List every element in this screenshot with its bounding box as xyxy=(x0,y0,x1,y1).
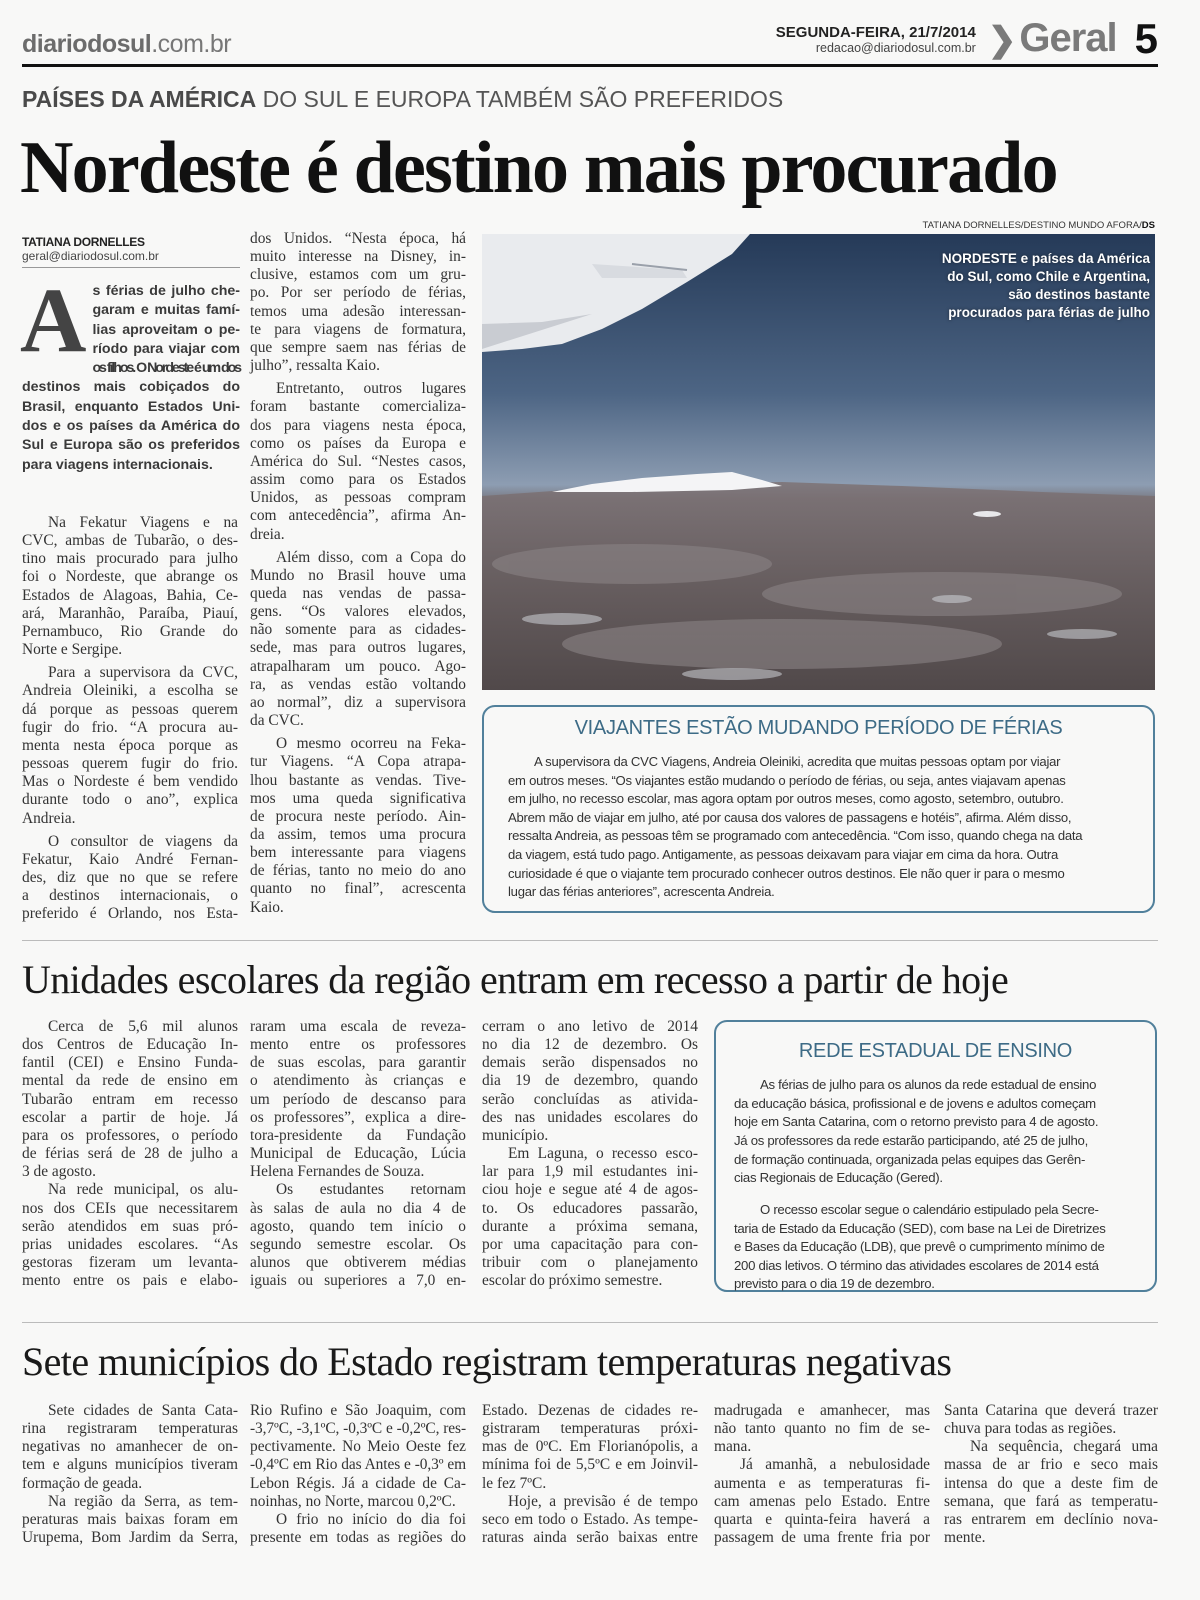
text-line: a destinos internacionais, o xyxy=(22,887,238,905)
text-line: 200 dias letivos. O término das atividades escolares de 2014 está xyxy=(734,1257,1099,1273)
paragraph xyxy=(944,1402,1158,1438)
text-line: Cerca de 5,6 mil alunos xyxy=(48,1018,238,1035)
text-line: Abrem mão de viajar em julho, até por causa dos valores de passagens e hotéis”, afirma. Além disso, xyxy=(508,809,1072,825)
text-line: demais serão dispensados no xyxy=(482,1054,698,1072)
text-line: iguais ou superiores a 7,0 en- xyxy=(250,1272,466,1290)
paragraph xyxy=(250,735,466,917)
text-line: massa de ar frio e seco mais xyxy=(944,1456,1158,1474)
text-line: tribuir com o planejamento xyxy=(482,1254,698,1272)
kicker-rest: DO SUL E EUROPA TAMBÉM SÃO PREFERIDOS xyxy=(256,86,784,112)
text-line: ras entrarem em declínio nova- xyxy=(944,1510,1158,1528)
paragraph xyxy=(22,1181,238,1290)
text-line: rina registraram temperaturas xyxy=(22,1420,238,1438)
text-line: Mas o Nordeste é bem vendido xyxy=(22,773,238,791)
paragraph xyxy=(482,1145,698,1290)
text-line: presente em todas as regiões do xyxy=(250,1529,466,1547)
text-line: lias aproveitam o pe- xyxy=(92,321,240,338)
text-line: dos para viagens nesta época, xyxy=(250,416,466,434)
text-line: dá porque as pessoas querem xyxy=(22,700,238,718)
text-line: des, diz que no que se refere xyxy=(22,868,238,886)
section-divider xyxy=(22,1322,1158,1323)
page-number: 5 xyxy=(1134,15,1158,62)
text-line: fantil (CEI) e Ensino Funda- xyxy=(22,1054,238,1072)
text-line: da viagem, está tudo pago. Antigamente, as pessoas deixavam para viajar em cima da hora. Outra xyxy=(508,847,1059,863)
sidebar-title: REDE ESTADUAL DE ENSINO xyxy=(798,1040,1073,1062)
text-line: Entretanto, outros lugares xyxy=(276,380,466,398)
text-line: mente. xyxy=(944,1529,986,1547)
text-line: em julho, no recesso escolar, mas agora optam por outros meses, como agosto, setembro, outubro. xyxy=(508,791,1064,807)
text-line: destinos mais cobiçados do xyxy=(22,379,240,396)
text-line: julho”, ressalta Kaio. xyxy=(250,357,380,375)
story3-column-5 xyxy=(944,1402,1158,1547)
text-line: não tanto quanto no fim de se- xyxy=(714,1420,930,1438)
paragraph xyxy=(714,1456,930,1547)
kicker-bold: PAÍSES DA AMÉRICA xyxy=(22,86,257,112)
text-line: mento entre os professores xyxy=(250,1036,466,1054)
header-rule xyxy=(22,64,1158,67)
story-intro xyxy=(20,269,240,475)
text-line: As férias de julho para os alunos da rede estadual de ensino xyxy=(760,1077,1097,1093)
text-line: madrugada e amanhecer, mas xyxy=(714,1402,930,1419)
text-line: negativas no amanhecer de on- xyxy=(22,1438,238,1456)
paragraph xyxy=(734,1201,1145,1294)
text-line: tino mais procurado para julho xyxy=(22,550,238,568)
text-line: garam e muitas famí- xyxy=(92,302,240,319)
paragraph xyxy=(250,1402,466,1511)
story2-column-2 xyxy=(250,1018,466,1290)
text-line: hoje em Santa Catarina, com o retorno previsto para 4 de agosto. xyxy=(734,1114,1099,1130)
text-line: Tubarão entram em recesso xyxy=(22,1090,238,1108)
text-line: muito interesse na Disney, in- xyxy=(250,248,466,266)
text-line: ará, Maranhão, Paraíba, Piauí, xyxy=(22,604,238,622)
text-line: durante a próxima semana, xyxy=(482,1217,698,1235)
text-line: foi o Nordeste, que abrange os xyxy=(22,568,238,586)
story3-column-2 xyxy=(250,1402,466,1547)
photo-credit xyxy=(700,220,1155,231)
text-line: mental da rede de ensino em xyxy=(22,1072,238,1090)
text-line: dos Unidos. “Nesta época, há xyxy=(250,230,466,247)
sidebar-text xyxy=(716,1076,1155,1294)
text-line: segundo semestre escolar. Os xyxy=(250,1235,466,1253)
story2-headline: Unidades escolares da região entram em recesso a partir de hoje xyxy=(22,957,1009,1002)
text-line: gestoras fizeram um levanta- xyxy=(22,1254,238,1272)
text-line: Hoje, a previsão é de tempo xyxy=(508,1492,698,1510)
text-line: 3 de agosto. xyxy=(22,1163,96,1181)
text-line: peraturas mais baixas foram em xyxy=(22,1510,238,1528)
text-line: intensa do que a deste fim de xyxy=(944,1474,1158,1492)
paragraph xyxy=(22,1402,238,1493)
text-line: Estados de Alagoas, Bahia, Ce- xyxy=(22,586,238,604)
text-line: Lebon Régis. Já a cidade de Ca- xyxy=(250,1474,466,1492)
text-line: raram uma escala de reveza- xyxy=(250,1018,466,1035)
text-line: Norte e Sergipe. xyxy=(22,641,123,659)
story3-column-4 xyxy=(714,1402,930,1547)
story3-column-3 xyxy=(482,1402,698,1547)
text-line: formação de geada. xyxy=(22,1474,143,1492)
text-line: quanto no final”, acrescenta xyxy=(250,880,466,898)
text-line: queda nas vendas de passa- xyxy=(250,584,466,602)
paragraph xyxy=(482,1402,698,1493)
kicker xyxy=(22,86,783,113)
text-line: Rio Rufino e São Joaquim, com xyxy=(250,1402,466,1419)
text-line: foram bastante comercializa- xyxy=(250,398,466,416)
text-line: Os estudantes retornam xyxy=(276,1181,466,1199)
text-line: ressalta Andreia, as pessoas têm se programado com antecedência. “Com isso, quando chega na data xyxy=(508,828,1083,844)
text-line: não somente para as cidades- xyxy=(250,621,466,639)
text-line: cias Regionais de Educação (Gered). xyxy=(734,1170,943,1186)
text-line: -0,4ºC em Rio das Antes e -0,3º em xyxy=(250,1456,466,1474)
text-line: Unidos, as pessoas compram xyxy=(250,489,466,507)
section-label xyxy=(988,14,1117,64)
text-line: semana, que fará as temperatu- xyxy=(944,1492,1158,1510)
text-line: Fekatur, Kaio André Fernan- xyxy=(22,850,238,868)
newsroom-email: redacao@diariodosul.com.br xyxy=(815,40,976,55)
text-line: ciou hoje e segue até 4 de agos- xyxy=(482,1181,698,1199)
caption-line: do Sul, como Chile e Argentina, xyxy=(947,269,1150,284)
text-line: para os professores, o período xyxy=(22,1126,238,1144)
text-line: durante todo o ano”, explica xyxy=(22,791,238,809)
text-line: e Bases da Educação (LDB), que prevê o cumprimento mínimo de xyxy=(734,1239,1105,1255)
text-line: raturas ainda serão baixas entre xyxy=(482,1529,698,1547)
paragraph xyxy=(714,1402,930,1456)
text-line: preferido é Orlando, nos Esta- xyxy=(22,905,238,923)
story2-column-3 xyxy=(482,1018,698,1290)
author-email: geral@diariodosul.com.br xyxy=(22,249,159,263)
caption-line: são destinos bastante xyxy=(1008,287,1150,302)
text-line: escolar do próximo semestre. xyxy=(482,1272,663,1290)
text-line: Sete cidades de Santa Cata- xyxy=(48,1402,238,1419)
paragraph xyxy=(250,1511,466,1547)
text-line: O recesso escolar segue o calendário estipulado pela Secre- xyxy=(760,1201,1099,1217)
text-line: Na sequência, chegará uma xyxy=(970,1438,1158,1456)
text-line: to. Os educadores passarão, xyxy=(482,1199,698,1217)
text-line: Helena Fernandes de Souza. xyxy=(250,1163,425,1181)
sidebar-title: VIAJANTES ESTÃO MUDANDO PERÍODO DE FÉRIAS xyxy=(574,717,1063,739)
text-line: pectivamente. No Meio Oeste fez xyxy=(250,1438,466,1456)
paragraph xyxy=(250,1181,466,1290)
edition-date: SEGUNDA-FEIRA, 21/7/2014 xyxy=(775,23,976,41)
text-line: cam amenas pelo Estado. Entre xyxy=(714,1492,930,1510)
text-line: Mundo no Brasil houve uma xyxy=(250,566,466,584)
text-line: de férias, tanto no meio do ano xyxy=(250,862,466,880)
paragraph xyxy=(250,380,466,543)
text-line: da educação básica, profissional e de jovens e adultos começam xyxy=(734,1095,1096,1111)
text-line: com antecedência”, afirma An- xyxy=(250,507,466,525)
text-line: um período de descanso para xyxy=(250,1090,466,1108)
text-line: Na região da Serra, as tem- xyxy=(48,1492,238,1510)
text-line: que sempre saem nas férias de xyxy=(250,338,466,356)
text-line: Andreia. xyxy=(22,809,76,827)
text-line: fugir do frio. “A procura au- xyxy=(22,718,238,736)
paragraph xyxy=(250,1018,466,1181)
text-line: tur Viagens. “A Copa atrapa- xyxy=(250,753,466,771)
text-line: como os países da Europa e xyxy=(250,434,466,452)
text-line: o atendimento às crianças e xyxy=(250,1072,466,1090)
text-line: temos uma adesão interessan- xyxy=(250,302,466,320)
paragraph xyxy=(22,514,238,659)
text-line: lugar das férias anteriores”, acrescenta Andreia. xyxy=(508,884,775,900)
text-line: seco em todo o Estado. As tempe- xyxy=(482,1510,698,1528)
sidebar-text xyxy=(484,753,1153,902)
paragraph xyxy=(250,230,466,375)
text-line: Já os professores da rede estarão participando, até 25 de julho, xyxy=(734,1132,1088,1148)
text-line: nos dos CEIs que necessitarem xyxy=(22,1199,238,1217)
text-line: por uma capacitação para con- xyxy=(482,1235,698,1253)
text-line: pessoas querem fugir do frio. xyxy=(22,755,238,773)
text-line: os filhos. O Nordeste é um dos xyxy=(92,360,240,377)
text-line: previsto para o dia 19 de dezembro. xyxy=(734,1276,935,1292)
caption-bold: NORDESTE xyxy=(941,251,1017,266)
text-line: escolar a partir de hoje. Já xyxy=(22,1108,238,1126)
text-line: lhou bastante as vendas. Tive- xyxy=(250,771,466,789)
text-line: mos uma queda significativa xyxy=(250,789,466,807)
text-line: menta nesta época porque as xyxy=(22,736,238,754)
text-line: mas de 0ºC. Em Florianópolis, a xyxy=(482,1438,698,1456)
paragraph xyxy=(734,1076,1145,1188)
text-line: Santa Catarina que deverá trazer xyxy=(944,1402,1158,1419)
text-line: serão atendidos em suas pró- xyxy=(22,1217,238,1235)
logo-domain: .com.br xyxy=(151,30,232,58)
text-line: Estado. Dezenas de cidades re- xyxy=(482,1402,698,1419)
text-line: s férias de julho che- xyxy=(92,283,240,299)
logo-bold: diariodosul xyxy=(22,30,152,58)
caption-line: e países da América xyxy=(1016,251,1150,266)
caption-line: procurados para férias de julho xyxy=(948,305,1150,320)
section-name: Geral xyxy=(1019,16,1117,60)
text-line: Na rede municipal, os alu- xyxy=(48,1181,238,1199)
chevron-right-icon: ❯ xyxy=(987,21,1016,59)
text-line: O mesmo ocorreu na Feka- xyxy=(276,735,466,753)
text-line: da assim, temos uma procura xyxy=(250,826,466,843)
text-line: alunos que obtiverem médias xyxy=(250,1254,466,1272)
text-line: serão concluídas as ativida- xyxy=(482,1090,698,1108)
text-line: curiosidade é que o viajante tem procurado conhecer outros destinos. Ele não quer ir para o mesmo xyxy=(508,865,1065,881)
text-line: Para a supervisora da CVC, xyxy=(48,664,238,682)
text-line: os professores”, explica a dire- xyxy=(250,1108,466,1126)
paragraph xyxy=(22,664,238,827)
text-line: da CVC. xyxy=(250,712,304,730)
section-divider xyxy=(22,940,1158,941)
story2-column-1 xyxy=(22,1018,238,1290)
text-line: aumenta e as temperaturas fi- xyxy=(714,1474,930,1492)
text-line: assim como para os Estados xyxy=(250,471,466,489)
paragraph xyxy=(250,549,466,731)
text-line: ra, as vendas estão voltando xyxy=(250,675,466,693)
text-line: dos Centros de Educação In- xyxy=(22,1036,238,1054)
text-line: sede, mas para outros lugares, xyxy=(250,639,466,657)
article-column-1 xyxy=(22,514,238,923)
text-line: tora-presidente da Fundação xyxy=(250,1126,466,1144)
paragraph xyxy=(22,1018,238,1181)
text-line: taria de Estado da Educação (SED), com base na Lei de Diretrizes xyxy=(734,1220,1106,1236)
text-line: quarta e quinta-feira haverá a xyxy=(714,1510,930,1528)
story3-headline: Sete municípios do Estado registram temperaturas negativas xyxy=(22,1339,952,1384)
paragraph xyxy=(944,1438,1158,1547)
text-line: ríodo para viajar com xyxy=(92,340,240,357)
text-line: gistraram temperaturas próxi- xyxy=(482,1420,698,1438)
text-line: clusive, estamos com um gru- xyxy=(250,266,466,284)
drop-cap: A xyxy=(20,269,87,371)
author-name: TATIANA DORNELLES xyxy=(22,235,145,249)
sidebar-box-state-schools xyxy=(714,1020,1157,1292)
main-headline: Nordeste é destino mais procurado xyxy=(20,127,1057,209)
text-line: município. xyxy=(482,1126,549,1144)
text-line: prias unidades escolares. “As xyxy=(22,1235,238,1253)
text-line: -3,7ºC, -3,1ºC, -0,3ºC e -0,2ºC, res- xyxy=(250,1420,466,1438)
newspaper-logo xyxy=(22,30,231,59)
text-line: CVC, ambas de Tubarão, o des- xyxy=(22,532,238,550)
text-line: dreia. xyxy=(250,525,285,543)
text-line: atrapalharam um pouco. Ago- xyxy=(250,657,466,675)
text-line: A supervisora da CVC Viagens, Andreia Oleiniki, acredita que muitas pessoas optam por viajar xyxy=(534,754,1061,770)
text-line: bem interessante para viagens xyxy=(250,844,466,862)
text-line: dos e os países da América do xyxy=(22,418,240,435)
paragraph xyxy=(482,1018,698,1145)
text-line: chuva para todas as regiões. xyxy=(944,1420,1117,1438)
text-line: Andreia Oleiniki, a escolha se xyxy=(22,682,238,700)
text-line: ao normal”, diz a supervisora xyxy=(250,693,466,711)
text-line: Em Laguna, o recesso esco- xyxy=(508,1145,698,1163)
text-line: passagem de uma frente fria por xyxy=(714,1529,930,1547)
text-line: mínima foi de 5,5ºC e em Joinvil- xyxy=(482,1456,698,1474)
text-line: te para viagens de formatura, xyxy=(250,320,466,338)
sidebar-box-travelers xyxy=(482,705,1155,913)
text-line: tem e alguns municípios tiveram xyxy=(22,1456,238,1474)
text-line: po. Por ser período de férias, xyxy=(250,284,466,302)
edition-info xyxy=(776,24,976,55)
paragraph xyxy=(482,1493,698,1547)
text-line: Sul e Europa são os preferidos xyxy=(22,437,240,454)
text-line: Urupema, Bom Jardim da Serra, xyxy=(22,1529,238,1547)
text-line: de férias será de 28 de julho a xyxy=(22,1145,238,1163)
text-line: Na Fekatur Viagens e na xyxy=(48,514,238,531)
text-line: Brasil, enquanto Estados Uni- xyxy=(22,398,240,415)
photo-credit-agency: DS xyxy=(1141,220,1155,231)
photo-credit-text: TATIANA DORNELLES/DESTINO MUNDO AFORA/ xyxy=(922,220,1142,231)
text-line: Kaio. xyxy=(250,898,284,916)
text-line: O frio no início do dia foi xyxy=(276,1510,466,1528)
text-line: noinhas, no Norte, marcou 0,2ºC. xyxy=(250,1492,456,1510)
text-line: gens. “Os valores elevados, xyxy=(250,603,466,621)
photo-caption xyxy=(890,250,1150,322)
text-line: Além disso, com a Copa do xyxy=(276,548,466,566)
paragraph xyxy=(22,833,238,924)
text-line: de formação continuada, organizada pelas equipes das Gerên- xyxy=(734,1151,1086,1167)
text-line: de suas escolas, para garantir xyxy=(250,1054,466,1072)
text-line: em outros meses. “Os viajantes estão mudando o período de férias, ou seja, antes viajavam apenas xyxy=(508,772,1066,788)
text-line: le fez 7ºC. xyxy=(482,1474,547,1492)
text-line: às salas de aula no dia 4 de xyxy=(250,1199,466,1217)
header-right xyxy=(776,14,1158,64)
text-line: mento entre os pais e elabo- xyxy=(22,1272,238,1290)
paragraph xyxy=(22,1493,238,1547)
byline xyxy=(22,235,240,268)
article-column-2 xyxy=(250,230,466,917)
text-line: O consultor de viagens da xyxy=(48,832,238,850)
text-line: lar para 1,9 mil estudantes ini- xyxy=(482,1163,698,1181)
story3-column-1 xyxy=(22,1402,238,1547)
text-line: cerram o ano letivo de 2014 xyxy=(482,1018,698,1035)
text-line: para viagens internacionais. xyxy=(22,456,213,473)
text-line: Municipal de Educação, Lúcia xyxy=(250,1145,466,1163)
text-line: Já amanhã, a nebulosidade xyxy=(740,1456,930,1474)
text-line: no dia 12 de dezembro. Os xyxy=(482,1036,698,1054)
text-line: mana. xyxy=(714,1438,752,1456)
text-line: dia 19 de dezembro, quando xyxy=(482,1072,698,1090)
text-line: Pernambuco, Rio Grande do xyxy=(22,622,238,640)
paragraph xyxy=(508,753,1141,902)
text-line: de procura neste período. Ain- xyxy=(250,807,466,825)
text-line: América do Sul. “Nestes casos, xyxy=(250,452,466,470)
text-line: des nas unidades escolares do xyxy=(482,1108,698,1126)
text-line: agosto, quando tem início o xyxy=(250,1217,466,1235)
